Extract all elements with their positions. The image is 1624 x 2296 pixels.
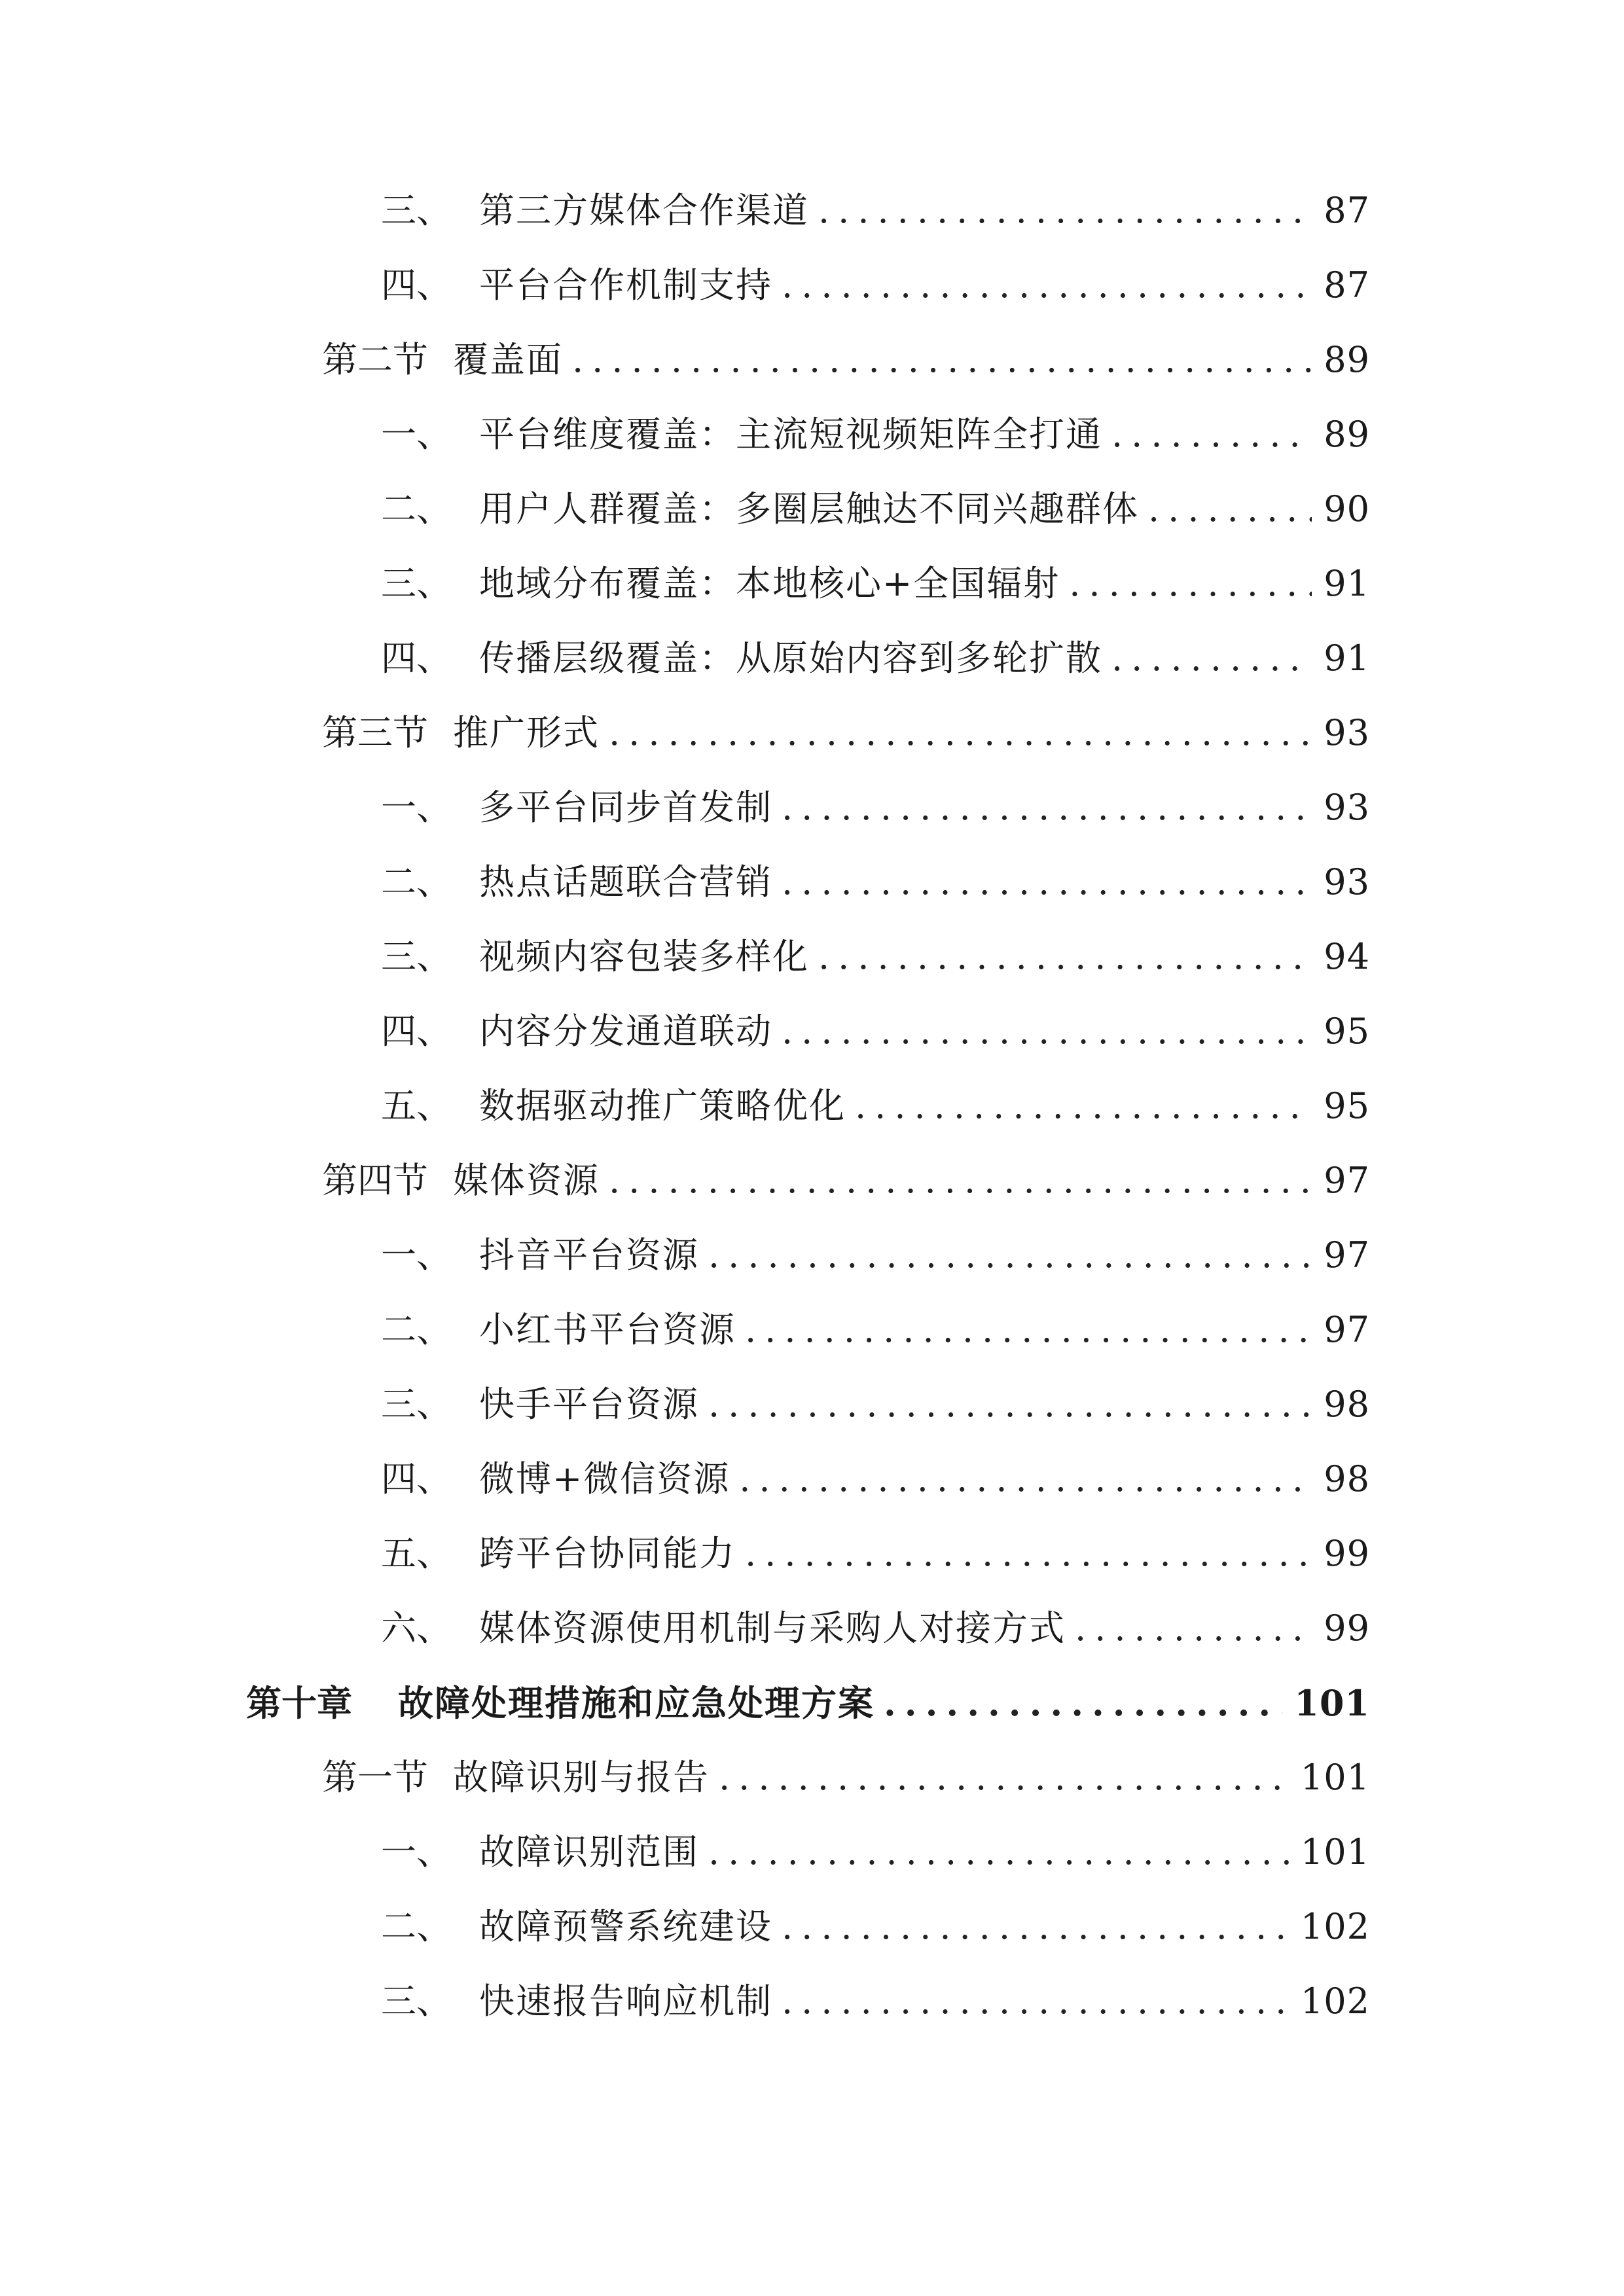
dot-leader (782, 1975, 1289, 2028)
toc-entry-title: 快速报告响应机制 (479, 1981, 772, 2022)
dot-leader (609, 707, 1312, 759)
toc-entry[interactable] (381, 1304, 1370, 1356)
toc-entry[interactable] (381, 931, 1370, 983)
toc-entry-page: 98 (1324, 1384, 1370, 1425)
toc-entry-number: 四、 (381, 264, 452, 306)
toc-entry-page: 94 (1324, 936, 1370, 977)
toc-entry-page: 89 (1324, 414, 1370, 455)
toc-entry[interactable] (381, 1826, 1370, 1878)
toc-entry-number: 三、 (381, 190, 452, 231)
toc-entry-number: 六、 (381, 1607, 452, 1649)
toc-entry[interactable] (381, 558, 1370, 610)
toc-entry-number: 二、 (381, 488, 452, 529)
toc-entry-title: 覆盖面 (453, 339, 563, 380)
toc-entry-number: 一、 (381, 1234, 452, 1276)
dot-leader (1111, 632, 1312, 685)
dot-leader (1111, 408, 1312, 461)
toc-entry-page: 102 (1300, 1981, 1370, 2022)
dot-leader (745, 1528, 1312, 1580)
toc-entry-title: 平台合作机制支持 (479, 264, 772, 306)
toc-entry[interactable] (381, 1528, 1370, 1580)
toc-entry-page: 93 (1324, 861, 1370, 903)
dot-leader (818, 931, 1312, 983)
toc-entry-number: 四、 (381, 637, 452, 679)
dot-leader (782, 1901, 1289, 1953)
dot-leader (1148, 483, 1312, 535)
toc-entry-title: 传播层级覆盖：从原始内容到多轮扩散 (479, 637, 1102, 679)
toc-entry-number: 第四节 (322, 1160, 428, 1201)
toc-entry-number: 二、 (381, 861, 452, 903)
toc-entry-title: 抖音平台资源 (479, 1234, 699, 1276)
dot-leader (818, 185, 1312, 237)
toc-entry-number: 一、 (381, 1831, 452, 1873)
toc-entry[interactable] (381, 483, 1370, 535)
toc-entry-title: 内容分发通道联动 (479, 1011, 772, 1052)
toc-entry-title: 故障识别与报告 (453, 1757, 710, 1798)
dot-leader (609, 1155, 1312, 1207)
toc-entry[interactable] (381, 1602, 1370, 1655)
toc-entry-page: 97 (1324, 1309, 1370, 1350)
toc-entry-page: 99 (1324, 1607, 1370, 1649)
toc-entry[interactable] (381, 1975, 1370, 2028)
dot-leader (708, 1378, 1312, 1431)
toc-entry-number: 五、 (381, 1533, 452, 1574)
toc-entry-page: 95 (1324, 1085, 1370, 1126)
toc-entry-page: 87 (1324, 264, 1370, 306)
toc-entry[interactable] (381, 408, 1370, 461)
toc-entry-title: 故障预警系统建设 (479, 1906, 772, 1947)
toc-entry-page: 93 (1324, 787, 1370, 828)
toc-entry[interactable] (381, 632, 1370, 685)
toc-entry[interactable] (381, 259, 1370, 312)
dot-leader (855, 1080, 1312, 1132)
toc-entry-page: 95 (1324, 1011, 1370, 1052)
toc-entry-number: 四、 (381, 1011, 452, 1052)
toc-entry-number: 二、 (381, 1906, 452, 1947)
toc-entry-title: 视频内容包装多样化 (479, 936, 809, 977)
toc-entry[interactable] (381, 1005, 1370, 1058)
toc-entry-number: 三、 (381, 1384, 452, 1425)
toc-entry-page: 90 (1324, 488, 1370, 529)
toc-entry-page: 102 (1300, 1906, 1370, 1947)
dot-leader (708, 1229, 1312, 1282)
toc-entry[interactable] (322, 707, 1370, 759)
toc-entry[interactable] (381, 1080, 1370, 1132)
toc-entry[interactable] (322, 1751, 1370, 1804)
toc-entry-number: 第一节 (322, 1757, 428, 1798)
toc-entry-number: 第十章 (246, 1682, 352, 1724)
toc-entry[interactable] (381, 856, 1370, 908)
toc-entry-title: 故障处理措施和应急处理方案 (398, 1682, 875, 1724)
toc-entry-number: 三、 (381, 563, 452, 604)
toc-entry-number: 三、 (381, 1981, 452, 2022)
toc-entry-page: 101 (1294, 1682, 1370, 1724)
toc-entry-page: 99 (1324, 1533, 1370, 1574)
dot-leader (782, 781, 1312, 834)
dot-leader (782, 856, 1312, 908)
toc-entry[interactable] (381, 1378, 1370, 1431)
toc-entry-title: 平台维度覆盖：主流短视频矩阵全打通 (479, 414, 1102, 455)
toc-entry-title: 媒体资源使用机制与采购人对接方式 (479, 1607, 1066, 1649)
toc-entry-title: 跨平台协同能力 (479, 1533, 736, 1574)
dot-leader (782, 259, 1312, 312)
toc-entry-page: 101 (1300, 1831, 1370, 1873)
toc-entry-page: 98 (1324, 1458, 1370, 1499)
toc-entry-number: 三、 (381, 936, 452, 977)
toc-entry[interactable] (381, 781, 1370, 834)
toc-entry-title: 快手平台资源 (479, 1384, 699, 1425)
toc-entry-page: 93 (1324, 712, 1370, 753)
toc-entry-number: 一、 (381, 414, 452, 455)
toc-entry-page: 97 (1324, 1234, 1370, 1276)
toc-entry-number: 第三节 (322, 712, 428, 753)
toc-entry-title: 多平台同步首发制 (479, 787, 772, 828)
dot-leader (719, 1751, 1289, 1804)
toc-entry[interactable] (322, 1155, 1370, 1207)
dot-leader (1069, 558, 1312, 610)
toc-entry-title: 微博+微信资源 (479, 1458, 731, 1499)
toc-entry-title: 热点话题联合营销 (479, 861, 772, 903)
toc-entry-title: 小红书平台资源 (479, 1309, 736, 1350)
toc-chapter-entry[interactable] (246, 1677, 1370, 1729)
dot-leader (572, 334, 1312, 386)
toc-entry[interactable] (381, 1453, 1370, 1505)
dot-leader (708, 1826, 1289, 1878)
toc-entry-title: 数据驱动推广策略优化 (479, 1085, 846, 1126)
toc-entry-page: 89 (1324, 339, 1370, 380)
toc-entry-number: 一、 (381, 787, 452, 828)
toc-entry-number: 五、 (381, 1085, 452, 1126)
toc-entry[interactable] (322, 334, 1370, 386)
toc-entry-number: 第二节 (322, 339, 428, 380)
toc-entry-page: 91 (1324, 563, 1370, 604)
dot-leader (745, 1304, 1312, 1356)
dot-leader (739, 1453, 1312, 1505)
toc-entry[interactable] (381, 1901, 1370, 1953)
dot-leader (782, 1005, 1312, 1058)
toc-entry[interactable] (381, 1229, 1370, 1282)
toc-entry-page: 101 (1300, 1757, 1370, 1798)
toc-entry-page: 97 (1324, 1160, 1370, 1201)
toc-entry-page: 91 (1324, 637, 1370, 679)
toc-entry-page: 87 (1324, 190, 1370, 231)
dot-leader (884, 1677, 1282, 1729)
dot-leader (1075, 1602, 1312, 1655)
toc-entry-number: 四、 (381, 1458, 452, 1499)
toc-entry-number: 二、 (381, 1309, 452, 1350)
toc-entry-title: 媒体资源 (453, 1160, 600, 1201)
toc-entry-title: 地域分布覆盖：本地核心+全国辐射 (479, 563, 1060, 604)
toc-entry-title: 用户人群覆盖：多圈层触达不同兴趣群体 (479, 488, 1139, 529)
toc-entry-title: 故障识别范围 (479, 1831, 699, 1873)
toc-entry-title: 第三方媒体合作渠道 (479, 190, 809, 231)
toc-entry[interactable] (381, 185, 1370, 237)
toc-entry-title: 推广形式 (453, 712, 600, 753)
